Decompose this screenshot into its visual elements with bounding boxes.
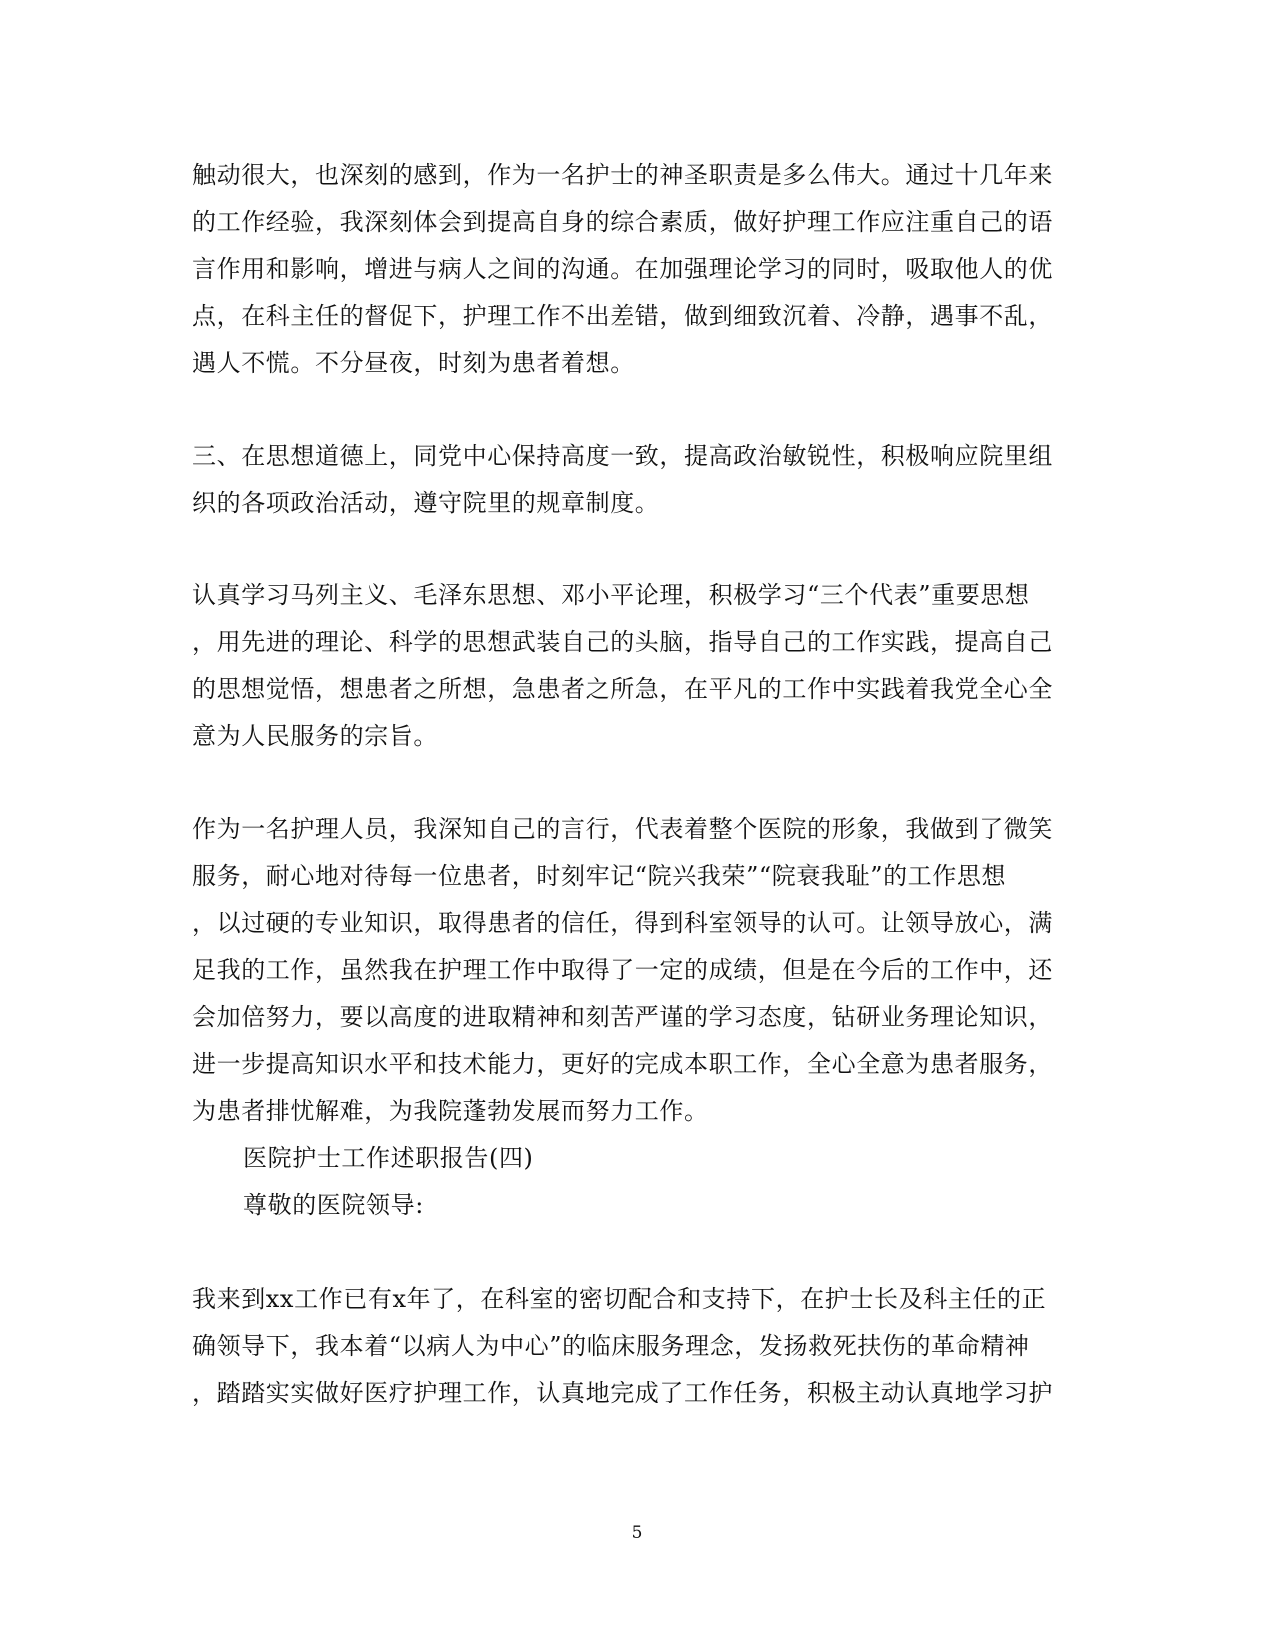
text-line: 我来到xx工作已有x年了，在科室的密切配合和支持下，在护士长及科主任的正 (192, 1285, 1047, 1313)
text-line: 足我的工作，虽然我在护理工作中取得了一定的成绩，但是在今后的工作中，还 (192, 956, 1053, 984)
text-line: 服务，耐心地对待每一位患者，时刻牢记“院兴我荣”“院衰我耻”的工作思想 (192, 862, 1007, 890)
text-line: ，用先进的理论、科学的思想武装自己的头脑，指导自己的工作实践，提高自己 (192, 628, 1053, 656)
page-number: 5 (631, 1523, 643, 1543)
text-line: ，踏踏实实做好医疗护理工作，认真地完成了工作任务，积极主动认真地学习护 (192, 1379, 1053, 1407)
text-line: 三、在思想道德上，同党中心保持高度一致，提高政治敏锐性，积极响应院里组 (192, 442, 1053, 470)
text-line: 遇人不慌。不分昼夜，时刻为患者着想。 (192, 349, 635, 377)
text-line: 的思想觉悟，想患者之所想，急患者之所急，在平凡的工作中实践着我党全心全 (192, 675, 1053, 703)
text-line: 确领导下，我本着“以病人为中心”的临床服务理念，发扬救死扶伤的革命精神 (192, 1332, 1030, 1360)
section-title: 医院护士工作述职报告(四) (243, 1144, 534, 1172)
text-line: 点，在科主任的督促下，护理工作不出差错，做到细致沉着、冷静，遇事不乱， (192, 302, 1053, 330)
text-line: 的工作经验，我深刻体会到提高自身的综合素质，做好护理工作应注重自己的语 (192, 208, 1053, 236)
text-line: 意为人民服务的宗旨。 (192, 722, 438, 750)
salutation: 尊敬的医院领导: (243, 1191, 424, 1219)
text-line: 触动很大，也深刻的感到，作为一名护士的神圣职责是多么伟大。通过十几年来 (192, 161, 1053, 189)
text-line: 会加倍努力，要以高度的进取精神和刻苦严谨的学习态度，钻研业务理论知识， (192, 1003, 1053, 1031)
text-line: 织的各项政治活动，遵守院里的规章制度。 (192, 489, 660, 517)
text-line: 认真学习马列主义、毛泽东思想、邓小平论理，积极学习“三个代表”重要思想 (192, 581, 1030, 609)
text-line: 言作用和影响，增进与病人之间的沟通。在加强理论学习的同时，吸取他人的优 (192, 255, 1053, 283)
text-line: ，以过硬的专业知识，取得患者的信任，得到科室领导的认可。让领导放心，满 (192, 909, 1053, 937)
text-line: 进一步提高知识水平和技术能力，更好的完成本职工作，全心全意为患者服务， (192, 1050, 1053, 1078)
text-line: 作为一名护理人员，我深知自己的言行，代表着整个医院的形象，我做到了微笑 (192, 815, 1053, 843)
text-line: 为患者排忧解难，为我院蓬勃发展而努力工作。 (192, 1097, 709, 1125)
